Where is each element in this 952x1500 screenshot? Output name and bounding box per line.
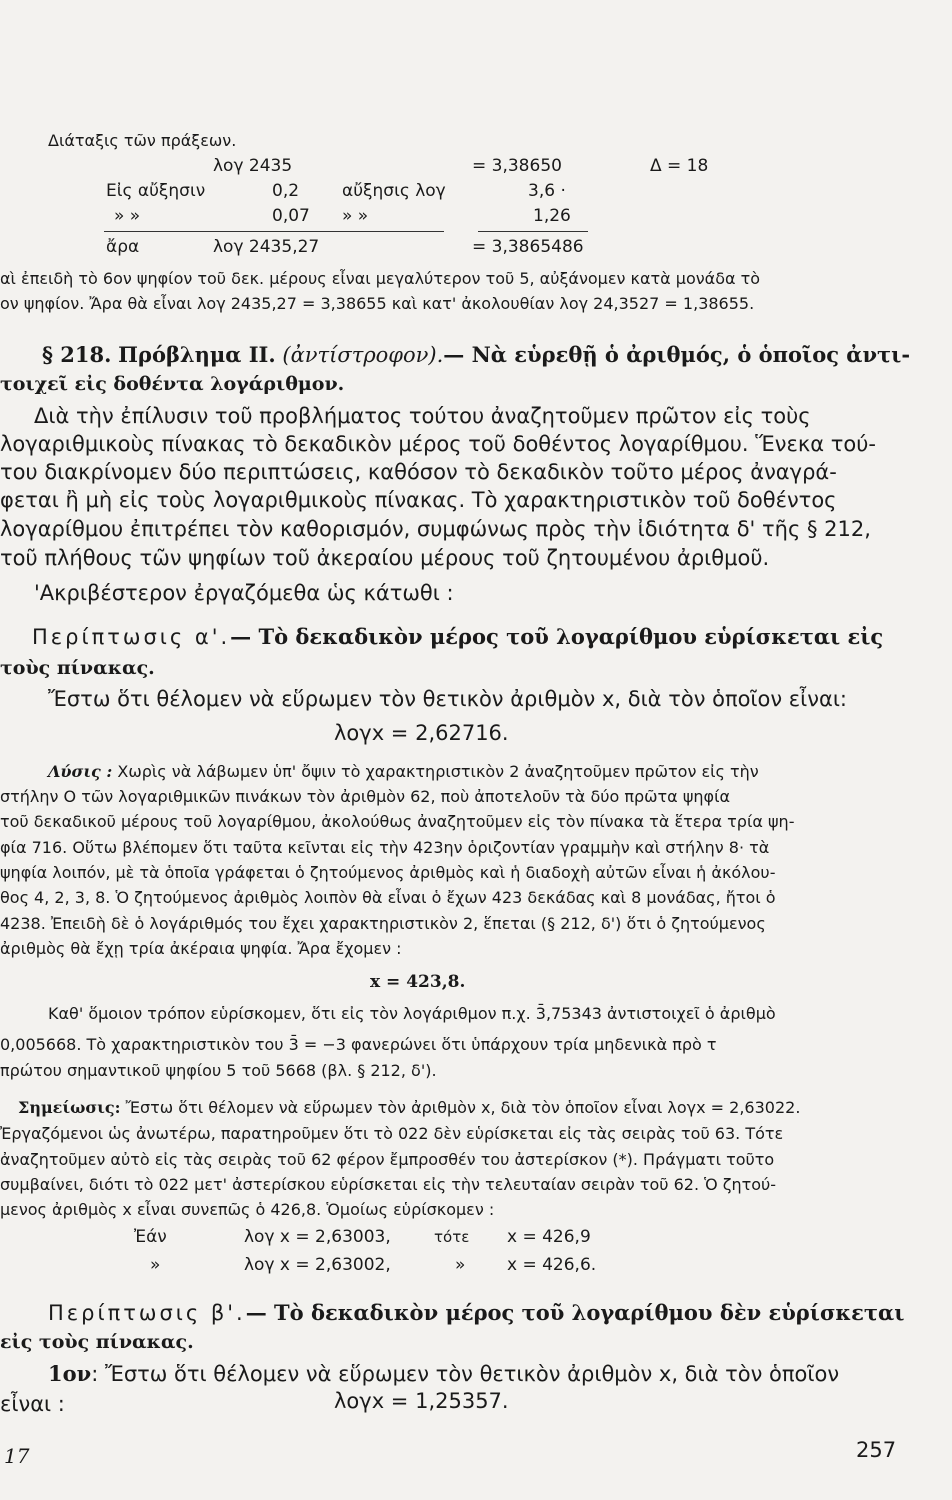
note-text-1: Ἔστω ὅτι θέλομεν νὰ εὕρωμεν τὸν ἀριθμὸν x, διὰ τὸν ὁποῖον εἶναι λογx = 2,63022. (125, 1098, 801, 1117)
solution-line6: θος 4, 2, 3, 8. Ὁ ζητούμενος ἀριθμὸς λοιπὸν θὰ εἶναι ὁ ἔχων 423 δεκάδας καὶ 8 μονάδας, ἤτοι ὁ (0, 888, 776, 907)
section-title: Πρόβλημα ΙΙ. (118, 342, 276, 367)
solution-line2: στήλην Ο τῶν λογαριθμικῶν πινάκων τὸν ἀριθμὸν 62, ποὺ ἀποτελοῦν τὰ δύο πρῶτα ψηφία (0, 787, 731, 806)
note-if2-result: x = 426,6. (507, 1255, 597, 1275)
para3: Ἔστω ὅτι θέλομεν νὰ εὕρωμεν τὸν θετικὸν ἀριθμὸν x, διὰ τὸν ὁποῖον εἶναι: (48, 687, 848, 711)
solution-text-1: Χωρὶς νὰ λάβωμεν ὑπ' ὄψιν τὸ χαρακτηριστικὸν 2 ἀναζητοῦμεν πρῶτον εἰς τὴν (117, 762, 759, 781)
calc-rule-right (478, 231, 588, 232)
solution-line3: τοῦ δεκαδικοῦ μέρους τοῦ λογαρίθμου, ἀκολούθως ἀναζητοῦμεν εἰς τὸν πίνακα τὰ ἕτερα τρία ψη- (0, 812, 795, 831)
note-line4: συμβαίνει, διότι τὸ 022 μετ' ἀστερίσκου εὑρίσκεται εἰς τὴν τελευταίαν σειρὰν τοῦ 62. Ὁ ζητού- (0, 1175, 777, 1194)
para2-line7: 'Ακριβέστερον ἐργαζόμεθα ὡς κάτωθι : (34, 581, 454, 605)
para1-line1: αὶ ἐπειδὴ τὸ 6ον ψηφίον τοῦ δεκ. μέρους εἶναι μεγαλύτερον τοῦ 5, αὐξάνομεν κατὰ μονάδα τὸ (0, 269, 761, 288)
note-label: Σημείωσις: (18, 1098, 121, 1117)
case-a-title-a: — Τὸ δεκαδικὸν μέρος τοῦ λογαρίθμου εὑρίσκεται εἰς (230, 624, 884, 649)
case-a-title-b: τοὺς πίνακας. (0, 657, 155, 679)
table-intro: Διάταξις τῶν πράξεων. (48, 131, 237, 150)
calc-row4-label: ἄρα (106, 237, 140, 257)
first-line1 (48, 1361, 839, 1387)
calc-row3-label: » » (114, 206, 141, 226)
case-a-heading (32, 624, 883, 650)
section-heading (42, 342, 910, 368)
note-line1 (18, 1098, 800, 1118)
note-if1-result: x = 426,9 (507, 1227, 591, 1247)
page-number: 257 (856, 1438, 897, 1462)
solution-line1 (48, 762, 759, 782)
section-subtitle: (ἀντίστροφον). (282, 343, 444, 367)
signature-mark: 17 (4, 1444, 30, 1468)
calc-row1-left: λογ 2435 (213, 156, 293, 176)
note-if1-word: Ἐάν (134, 1227, 167, 1247)
para2-line3: του διακρίνομεν δύο περιπτώσεις, καθόσον τὸ δεκαδικὸν τοῦτο μέρος ἀναγρά- (0, 460, 837, 484)
case-b-heading (48, 1300, 904, 1326)
calc-row1-right: = 3,38650 (472, 156, 562, 176)
note-line3: ἀναζητοῦμεν αὐτὸ εἰς τὰς σειρὰς τοῦ 62 φέρον ἔμπροσθέν του ἀστερίσκον (*). Πράγματι τοῦτο (0, 1150, 775, 1169)
calc-row2-left: 0,2 (272, 181, 300, 201)
calc-row3-left: 0,07 (272, 206, 310, 226)
solution-line5: ψηφία λοιπόν, μὲ τὰ ὁποῖα γράφεται ὁ ζητούμενος ἀριθμὸς καὶ ἡ διαδοχὴ αὐτῶν εἶναι ἡ ἀκόλου- (0, 863, 776, 882)
case-a-label: Περίπτωσις α'. (32, 625, 231, 649)
section-number: § 218. (42, 342, 112, 367)
note-line5: μενος ἀριθμὸς x εἶναι συνεπῶς ὁ 426,8. Ὁμοίως εὑρίσκομεν : (0, 1200, 495, 1219)
solution-line8: ἀριθμὸς θὰ ἔχῃ τρία ἀκέραια ψηφία. Ἄρα ἔχομεν : (0, 939, 402, 958)
calc-row2-mid: αὔξησις λογ (342, 181, 446, 201)
note-if2-cond: λογ x = 2,63002, (244, 1255, 391, 1275)
section-statement-a: — Νὰ εὑρεθῇ ὁ ἀριθμός, ὁ ὁποῖος ἀντι- (443, 342, 911, 367)
case-b-label: Περίπτωσις β'. (48, 1301, 246, 1325)
calc-row4-right: = 3,3865486 (472, 237, 584, 257)
note-if1-cond: λογ x = 2,63003, (244, 1227, 391, 1247)
calc-rule-left (104, 231, 444, 232)
first-equation: λογx = 1,25357. (334, 1389, 509, 1413)
para2-line4: φεται ἢ μὴ εἰς τοὺς λογαριθμικοὺς πίνακας. Τὸ χαρακτηριστικὸν τοῦ δοθέντος (0, 488, 837, 512)
case-b-title-b: εἰς τοὺς πίνακας. (0, 1331, 194, 1353)
note-line2: Ἐργαζόμενοι ὡς ἀνωτέρω, παρατηροῦμεν ὅτι τὸ 022 δὲν εὑρίσκεται εἰς τὰς σειρὰς τοῦ 63. Τότε (0, 1124, 784, 1143)
equation-1: λογx = 2,62716. (334, 721, 509, 745)
solution-line4: φία 716. Οὕτω βλέπομεν ὅτι ταῦτα κεῖνται εἰς τὴν 423ην ὁριζοντίαν γραμμὴν καὶ στήλην 8· τὰ (0, 838, 770, 857)
para2-line5: λογαρίθμου ἐπιτρέπει τὸν καθορισμόν, συμφώνως πρὸς τὴν ἰδιότητα δ' τῆς § 212, (0, 517, 871, 541)
calc-row3-right: 1,26 (533, 206, 571, 226)
para2-line1: Διὰ τὴν ἐπίλυσιν τοῦ προβλήματος τούτου ἀναζητοῦμεν πρῶτον εἰς τοὺς (34, 404, 811, 428)
para4-line1: Καθ' ὅμοιον τρόπον εὑρίσκομεν, ὅτι εἰς τὸν λογάριθμον π.χ. 3̄,75343 ἀντιστοιχεῖ ὁ ἀριθμὸ (48, 1004, 776, 1023)
first-text-a: : Ἔστω ὅτι θέλομεν νὰ εὕρωμεν τὸν θετικὸν ἀριθμὸν x, διὰ τὸν ὁποῖον (91, 1362, 840, 1386)
para4-line3: πρώτου σημαντικοῦ ψηφίου 5 τοῦ 5668 (βλ. § 212, δ'). (0, 1061, 437, 1080)
solution-line7: 4238. Ἐπειδὴ δὲ ὁ λογάριθμός του ἔχει χαρακτηριστικὸν 2, ἕπεται (§ 212, δ') ὅτι ὁ ζητούμενος (0, 914, 766, 933)
first-label: 1ον (48, 1361, 92, 1386)
section-statement-b: τοιχεῖ εἰς δοθέντα λογάριθμον. (0, 373, 345, 395)
para4-line2: 0,005668. Τὸ χαρακτηριστικὸν του 3̄ = −3 φανερώνει ὅτι ὑπάρχουν τρία μηδενικὰ πρὸ τ (0, 1035, 717, 1054)
calc-row3-mid: » » (342, 206, 369, 226)
calc-row2-right: 3,6 · (528, 181, 566, 201)
note-if2-then: » (455, 1255, 466, 1275)
case-b-title-a: — Τὸ δεκαδικὸν μέρος τοῦ λογαρίθμου δὲν εὑρίσκεται (245, 1300, 905, 1325)
solution-label: Λύσις : (48, 762, 113, 781)
note-if2-word: » (150, 1255, 161, 1275)
equation-2: x = 423,8. (370, 972, 466, 992)
first-text-b: εἶναι : (0, 1392, 65, 1416)
para1-line2: ον ψηφίον. Ἄρα θὰ εἶναι λογ 2435,27 = 3,38655 καὶ κατ' ἀκολουθίαν λογ 24,3527 = 1,38655. (0, 294, 755, 313)
para2-line6: τοῦ πλήθους τῶν ψηφίων τοῦ ἀκεραίου μέρους τοῦ ζητουμένου ἀριθμοῦ. (0, 546, 770, 570)
calc-row4-left: λογ 2435,27 (213, 237, 320, 257)
calc-row1-extra: Δ = 18 (650, 156, 709, 176)
calc-row2-label: Εἰς αὔξησιν (106, 181, 206, 201)
note-if1-then: τότε (434, 1228, 470, 1246)
para2-line2: λογαριθμικοὺς πίνακας τὸ δεκαδικὸν μέρος τοῦ δοθέντος λογαρίθμου. Ἕνεκα τού- (0, 432, 876, 456)
